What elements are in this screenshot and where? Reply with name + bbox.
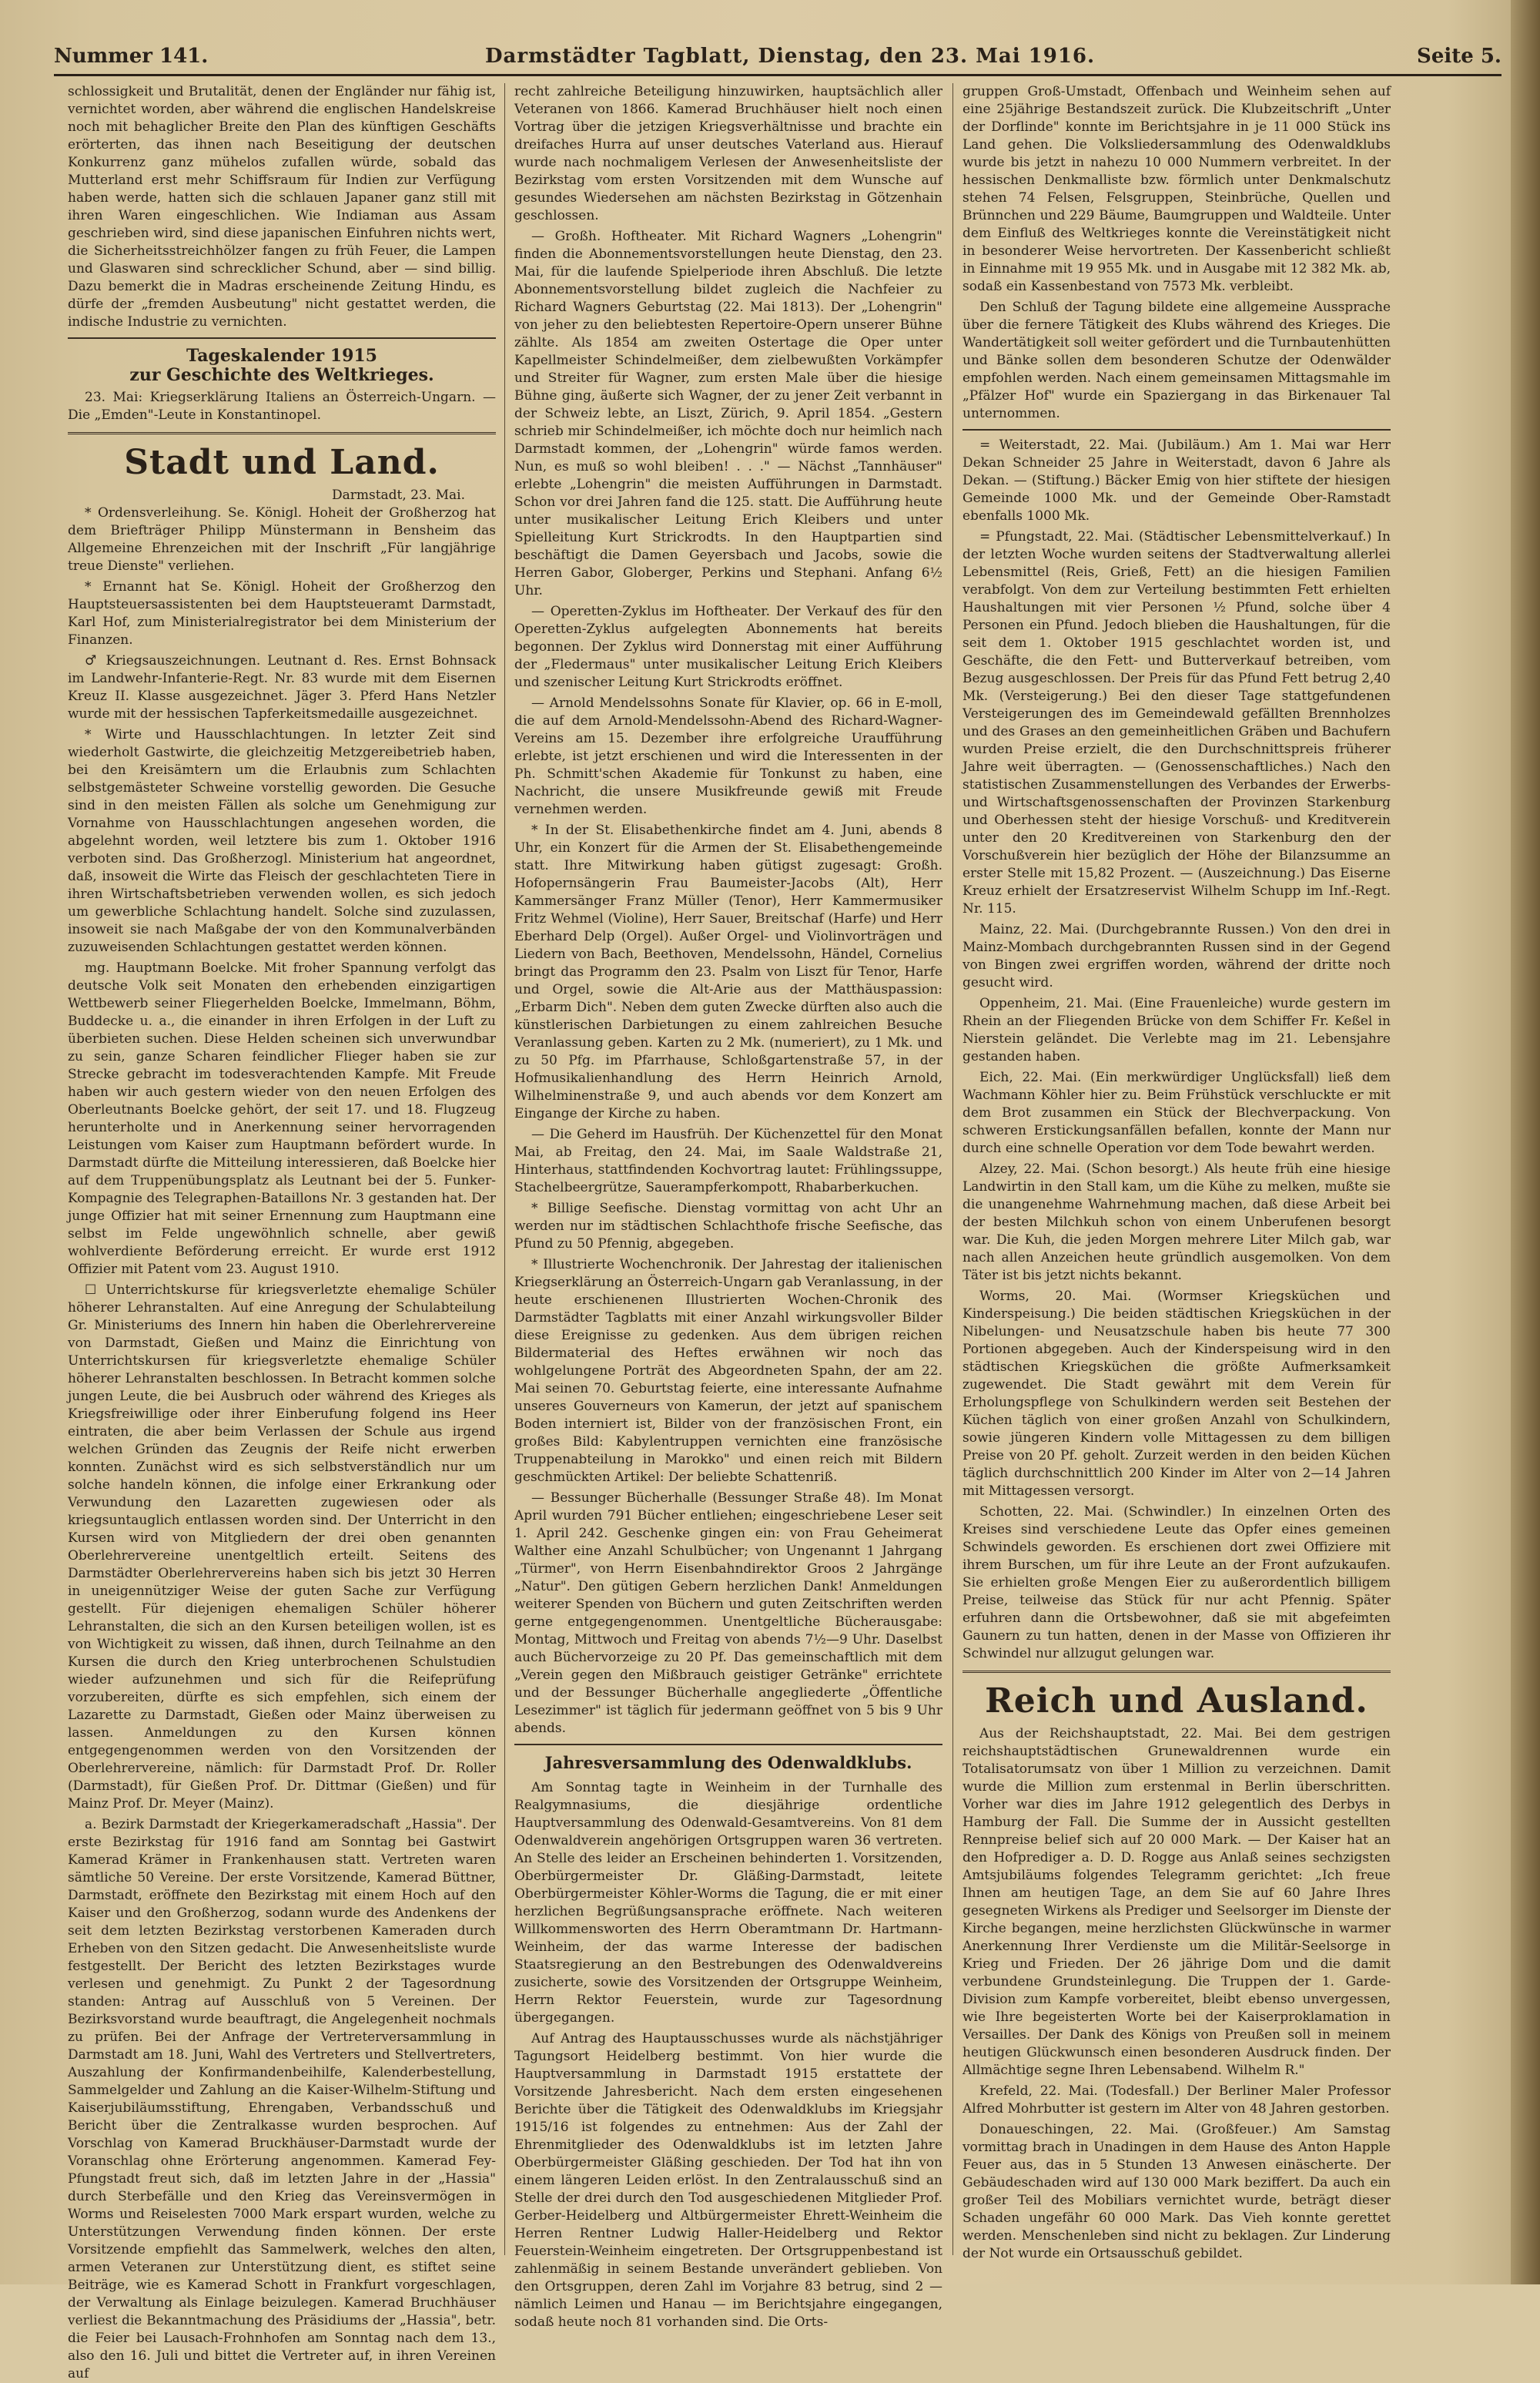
news-item: — Großh. Hoftheater. Mit Richard Wagners „Lohengrin" finden die Abonnementsvorstellungen heute Dienstag, den 23. Mai, für die laufende Spielperiode ihren Abschluß. Die letzte Abonnementsvorstellung bildet zugleich die Nachfeier zu Richard Wagners Geburtstag (22. Mai 1813). Der „Lohengrin" von jeher zu den beliebtesten Repertoire-Opern unserer Bühne zählte. Als 1854 am zweiten Ostertage die Oper unter Kapellmeister Schindelmeißer, dem zielbewußten Vorkämpfer und Streiter für Wagner, zum ersten Male über die hiesige Bühne ging, äußerte sich Wagner, der zu jener Zeit verbannt in der Schweiz lebte, an Liszt, Zürich, 9. April 1854. „Gestern schrieb mir Schindelmeißer, ich möchte doch nur heimlich nach Darmstadt kommen, der „Lohengrin" würde famos werden. Nun, es muß so wohl bleiben! . . ." — Nächst „Tannhäuser" erlebte „Lohengrin" die meisten Aufführungen in Darmstadt. Schon vor drei Jahren fand die 125. statt. Die Aufführung heute unter musikalischer Leitung Erich Kleibers und unter Spielleitung Kurt Strickrodts. In den Hauptpartien sind beschäftigt die Damen Geyersbach und Jacobs, sowie die Herren Gabor, Globerger, Perkins und Stephani. Anfang 6½ Uhr.: [514, 229, 942, 598]
column-2: [514, 83, 942, 2330]
news-item: Eich, 22. Mai. (Ein merkwürdiger Unglücksfall) ließ dem Wachmann Köhler hier zu. Beim Frühstück verschluckte er mit dem Brot zusammen ein Stück der Blechverpackung. Von schweren Erstickungsanfällen befallen, konnte der Mann nur durch eine schnelle Operation vor dem Tode bewahrt werden.: [962, 1070, 1391, 1156]
divider: [68, 337, 496, 339]
calendar-title: Tageskalender 1915: [186, 346, 377, 366]
article-paragraph: Den Schluß der Tagung bildete eine allgemeine Aussprache über die fernere Tätigkeit des Klubs während des Krieges. Die Wandertätigkeit soll weiter gefördert und die Turnbautenhütten und Bänke sollen dem besonderen Schutze der Odenwälder empfohlen werden. Nach einem gemeinsamen Mittagsmahle im „Pfälzer Hof" wurde ein Spaziergang in das Birkenauer Tal unternommen.: [962, 300, 1391, 421]
article-continuation: schlossigkeit und Brutalität, denen der Engländer nur fähig ist, vernichtet worden, aber während die englischen Handelskreise noch mit behaglicher Breite den Plan des künftigen Geschäfts erörterten, das ihnen nach Beseitigung der deutschen Konkurrenz ganz mühelos zufallen würde, sobald das Mutterland erst mehr Schiffsraum für Indien zur Verfügung haben werde, hatten sich die schlauen Japaner ganz still mit ihren Waren eingeschlichen. Wie Indiaman aus Assam geschrieben wird, sind diese japanischen Einfuhren nichts wert, die Sicherheitsstreichhölzer fangen zu früh Feuer, die Lampen und Glaswaren sind schrecklicher Schund, aber — sind billig. Dazu bemerkt die in Madras erscheinende Zeitung Hindu, es dürfe der „fremden Ausbeutung" nicht gestattet werden, die indische Industrie zu vernichten.: [68, 84, 496, 330]
news-item: Worms, 20. Mai. (Wormser Kriegsküchen und Kinderspeisung.) Die beiden städtischen Kriegsküchen in der Nibelungen- und Neusatzschule haben bis heute 77 300 Portionen abgegeben. Auch der Kinderspeisung wird in den städtischen Kriegsküchen die größte Aufmerksamkeit zugewendet. Die Stadt gewährt mit dem Verein für Erholungspflege von Schulkindern werden seit Bestehen der Küchen täglich von einer großen Anzahl von Schulkindern, sowie jüngeren Kindern volle Mittagessen zu dem billigen Preise von 20 Pf. geholt. Zurzeit werden in den beiden Küchen täglich durchschnittlich 200 Kinder im Alter von 2—14 Jahren mit Mittagessen versorgt.: [962, 1289, 1391, 1499]
dateline: Darmstadt, 23. Mai.: [331, 488, 465, 503]
calendar-subtitle: zur Geschichte des Weltkrieges.: [129, 365, 434, 385]
news-item: Krefeld, 22. Mai. (Todesfall.) Der Berliner Maler Professor Alfred Mohrbutter ist gestern im Alter von 48 Jahren gestorben.: [962, 2083, 1391, 2117]
article-title: Jahresversammlung des Odenwaldklubs.: [544, 1753, 912, 1772]
masthead: Darmstädter Tagblatt, Dienstag, den 23. Mai 1916.: [485, 45, 1096, 68]
news-item: — Operetten-Zyklus im Hoftheater. Der Verkauf des für den Operetten-Zyklus aufgelegten Abonnements hat bereits begonnen. Der Zyklus wird Donnerstag mit einer Aufführung der „Fledermaus" unter musikalischer Leitung Erich Kleibers und szenischer Leitung Kurt Strickrodts eröffnet.: [514, 604, 942, 690]
issue-number: Nummer 141.: [54, 45, 209, 68]
divider: [68, 432, 496, 434]
news-item: ☐ Unterrichtskurse für kriegsverletzte ehemalige Schüler höherer Lehranstalten. Auf eine Anregung der Schulabteilung Gr. Ministeriums des Innern hin haben die Oberlehrervereine von Darmstadt, Gießen und Mainz die Einrichtung von Unterrichtskursen für kriegsverletzte ehemalige Schüler höherer Lehranstalten beschlossen. In Betracht kommen solche jungen Leute, die bei Ausbruch oder während des Krieges als Kriegsfreiwillige oder ihrer Einberufung folgend ins Heer eintraten, die aber beim Verlassen der Schule aus irgend welchen Gründen das Zeugnis der Reife nicht erwerben konnten. Zunächst wird es sich selbstverständlich nur um solche handeln können, die infolge einer Erkrankung oder Verwundung den Lazaretten zugewiesen oder als kriegsuntauglich entlassen worden sind. Der Unterricht in den Kursen wird von Mitgliedern der drei oben genannten Oberlehrervereine unentgeltlich erteilt. Seitens des Darmstädter Oberlehrervereins haben sich bis jetzt 30 Herren in uneigennütziger Weise der guten Sache zur Verfügung gestellt. Für diejenigen ehemaligen Schüler höherer Lehranstalten, die sich an den Kursen beteiligen wollen, ist es von Wichtigkeit zu wissen, daß ihnen, durch Teilnahme an den Kursen die durch den Krieg unterbrochenen Schulstudien wieder aufzunehmen und sich für die Reifeprüfung vorzubereiten, dürfte es sich empfehlen, sich einem der Lazarette zu Darmstadt, Gießen oder Mainz überweisen zu lassen. Anmeldungen zu den Kursen können entgegengenommen werden von den Vorsitzenden der Oberlehrervereine, nämlich: für Darmstadt Prof. Dr. Roller (Darmstadt), für Gießen Prof. Dr. Dittmar (Gießen) und für Mainz Prof. Dr. Meyer (Mainz).: [68, 1282, 496, 1812]
page-number: Seite 5.: [1417, 45, 1502, 68]
news-item: * Billige Seefische. Dienstag vormittag von acht Uhr an werden nur im städtischen Schlachthofe frische Seefische, das Pfund zu 50 Pfennig, abgegeben.: [514, 1201, 942, 1252]
news-item: Alzey, 22. Mai. (Schon besorgt.) Als heute früh eine hiesige Landwirtin in den Stall kam, um die Kühe zu melken, mußte sie die unangenehme Wahrnehmung machen, daß diese Arbeit bei der besten Milchkuh schon von einem Unberufenen besorgt war. Die Kuh, die jeden Morgen mehrere Liter Milch gab, war nach allen Anzeichen heute gründlich ausgemolken. Von dem Täter ist bis jetzt nichts bekannt.: [962, 1161, 1391, 1283]
news-item: ♂ Kriegsauszeichnungen. Leutnant d. Res. Ernst Bohnsack im Landwehr-Infanterie-Regt. Nr. 83 wurde mit dem Eisernen Kreuz II. Klasse ausgezeichnet. Jäger 3. Pferd Hans Netzler wurde mit der hessischen Tapferkeitsmedaille ausgezeichnet.: [68, 653, 496, 722]
news-item: Oppenheim, 21. Mai. (Eine Frauenleiche) wurde gestern im Rhein an der Fliegenden Brücke von dem Schiffer Fr. Keßel in Nierstein geländet. Die Verlebte mag im 21. Lebensjahre gestanden haben.: [962, 996, 1391, 1064]
article-paragraph: Am Sonntag tagte in Weinheim in der Turnhalle des Realgymnasiums, die diesjährige ordentliche Hauptversammlung des Odenwald-Gesamtvereins. Von 81 dem Odenwaldverein angehörigen Ortsgruppen waren 36 vertreten. An Stelle des leider an Erscheinen behinderten 1. Vorsitzenden, Oberbürgermeister Dr. Gläßing-Darmstadt, leitete Oberbürgermeister Köhler-Worms die Tagung, die er mit einer herzlichen Begrüßungsansprache eröffnete. Nach weiteren Willkommensworten des Herrn Oberamtmann Dr. Hartmann-Weinheim, der das warme Interesse der badischen Staatsregierung an den Bestrebungen des Odenwaldvereins zusicherte, sowie des Vorsitzenden der Ortsgruppe Weinheim, Herrn Rektor Feuerstein, wurde zur Tagesordnung übergegangen.: [514, 1780, 942, 2026]
article-continuation: gruppen Groß-Umstadt, Offenbach und Weinheim sehen auf eine 25jährige Bestandszeit zurück. Die Klubzeitschrift „Unter der Dorflinde" konnte im Berichtsjahre in je 11 000 Stück ins Land gehen. Die Volksliedersammlung des Odenwaldklubs wurde bis jetzt in nahezu 10 000 Nummern verbreitet. In der hessischen Denkmalliste bzw. förmlich unter Denkmalschutz stehen 74 Felsen, Felsgruppen, Steinbrüche, Quellen und Brünnchen und 229 Bäume, Baumgruppen und Waldteile. Unter dem Einfluß des Weltkrieges konnte die Vereinstätigkeit nicht in besonderer Weise hervortreten. Der Kassenbericht schließt in Einnahme mit 19 955 Mk. und in Ausgabe mit 12 382 Mk. ab, sodaß ein Kassenbestand von 7573 Mk. verbleibt.: [962, 84, 1391, 294]
page-header: [54, 40, 1502, 76]
news-item: mg. Hauptmann Boelcke. Mit froher Spannung verfolgt das deutsche Volk seit Monaten den erhebenden einzigartigen Wettbewerb seiner Fliegerhelden Boelcke, Immelmann, Böhm, Buddecke u. a., die einander in ihren Erfolgen in der Luft zu überbieten suchen. Diese Helden scheinen sich unverwundbar zu sein, ganze Scharen feindlicher Flieger haben sie zur Strecke gebracht im todesverachtenden Kampfe. Mit Freude haben wir auch gestern wieder von den neuen Erfolgen des Oberleutnants Boelcke gehört, der seit 17. und 18. Flugzeug herunterholte und in Anerkennung seiner hervorragenden Leistungen vom Kaiser zum Hauptmann befördert wurde. In Darmstadt dürfte die Mitteilung interessieren, daß Boelcke hier auf dem Truppenübungsplatz als Leutnant bei der 5. Funker-Kompagnie des Telegraphen-Bataillons Nr. 3 gestanden hat. Der junge Offizier hat mit seiner Ernennung zum Hauptmann eine selbst im Felde ungewöhnlich schnelle, aber gewiß wohlverdiente Beförderung erreicht. Er wurde erst 1912 Offizier mit Patent vom 23. August 1910.: [68, 960, 496, 1277]
news-item: Aus der Reichshauptstadt, 22. Mai. Bei dem gestrigen reichshauptstädtischen Grunewaldrennen wurde ein Totalisatorumsatz von über 1 Million zu verzeichnen. Damit wurde die Million zum erstenmal in Berlin überschritten. Vorher war dies im Jahre 1912 gelegentlich des Derbys in Hamburg der Fall. Die Summe der in Aussicht gestellten Rennpreise belief sich auf 20 000 Mark. — Der Kaiser hat an den Hofprediger a. D. D. Rogge aus Anlaß seines sechzigsten Amtsjubiläums folgendes Telegramm gerichtet: „Ich freue Ihnen am heutigen Tage, an dem Sie auf 60 Jahre Ihres gesegneten Wirkens als Prediger und Seelsorger im Dienste der Kirche begangen, meine herzlichsten Glückwünsche in warmer Anerkennung Ihrer Verdienste um die Militär-Seelsorge in Krieg und Frieden. Der 26 jährige Dom und die damit verbundene Grundsteinlegung. Die Truppen der 1. Garde-Division zum Kampfe vorbereitet, bleibt ebenso unvergessen, wie Ihre begeisterten Worte bei der Kaiserproklamation in Versailles. Der Dank des Königs von Preußen soll in meinem heutigen Glückwunsch einen besonderen Ausdruck finden. Der Allmächtige segne Ihren Lebensabend. Wilhelm R.": [962, 1726, 1391, 2078]
news-item: — Bessunger Bücherhalle (Bessunger Straße 48). Im Monat April wurden 791 Bücher entliehen; eingeschriebene Leser seit 1. April 242. Geschenke gingen ein: von Frau Geheimerat Walther eine Anzahl Schulbücher; von Ungenannt 1 Jahrgang „Türmer", von Herrn Eisenbahndirektor Groos 2 Jahrgänge „Natur". Den gütigen Gebern herzlichen Dank! Anmeldungen weiterer Spenden von Büchern und guten Zeitschriften werden gerne entgegengenommen. Unentgeltliche Bücherausgabe: Montag, Mittwoch und Freitag von abends 7½—9 Uhr. Daselbst auch Büchervorzeige zu 20 Pf. Das gemeinschaftlich mit dem „Verein gegen den Mißbrauch geistiger Getränke" errichtete und der Bessunger Bücherhalle angegliederte „Öffentliche Lesezimmer" ist täglich für jedermann geöffnet von 5 bis 9 Uhr abends.: [514, 1490, 942, 1736]
news-item: * Wirte und Hausschlachtungen. In letzter Zeit sind wiederholt Gastwirte, die gleichzeitig Metzgereibetrieb haben, bei den Kreisämtern um die Erlaubnis zum Schlachten selbstgemästeter Schweine vorstellig geworden. Die Gesuche sind in den meisten Fällen als solche um Genehmigung zur Vornahme von Hausschlachtungen angesehen worden, die abgelehnt worden, weil letztere bis zum 1. Oktober 1916 verboten sind. Das Großherzogl. Ministerium hat angeordnet, daß, insoweit die Wirte das Fleisch der geschlachteten Tiere in ihren Wirtschaftsbetrieben verwenden wollen, es sich jedoch um gewerbliche Schlachtung handelt. Solche sind zuzulassen, insoweit sie nach Maßgabe der von den Kommunalverbänden zuzuweisenden Schlachtungen gestattet werden können.: [68, 727, 496, 955]
news-item: * Ordensverleihung. Se. Königl. Hoheit der Großherzog hat dem Briefträger Philipp Münstermann in Bensheim das Allgemeine Ehrenzeichen mit der Inschrift „Für langjährige treue Dienste" verliehen.: [68, 505, 496, 574]
divider: [514, 1744, 942, 1745]
book-binding-edge: [1511, 0, 1540, 2284]
news-item: Donaueschingen, 22. Mai. (Großfeuer.) Am Samstag vormittag brach in Unadingen in dem Hause des Anton Happle Feuer aus, das in 5 Stunden 13 Anwesen einäscherte. Der Gebäudeschaden wird auf 130 000 Mark beziffert. Da auch ein großer Teil des Mobiliars vernichtet wurde, beträgt dieser Schaden ungefähr 60 000 Mark. Das Vieh konnte gerettet werden. Menschenleben sind nicht zu beklagen. Zur Linderung der Not wurde ein Ortsausschuß gebildet.: [962, 2122, 1391, 2261]
column-1: [68, 83, 496, 2381]
article-paragraph: Auf Antrag des Hauptausschusses wurde als nächstjähriger Tagungsort Heidelberg bestimmt. Von hier wurde die Hauptversammlung in Darmstadt 1915 erstattete der Vorsitzende Jahresbericht. Nach dem ersten eingesehenen Berichte über die Tätigkeit des Odenwaldklubs im Kriegsjahr 1915/16 ist folgendes zu entnehmen: Aus der Zahl der Ehrenmitglieder des Odenwaldklubs ist im letzten Jahre Oberbürgermeister Gläßing geschieden. Der Tod hat ihn von einem längeren Leiden erlöst. In den Zentralausschuß sind an Stelle der drei durch den Tod ausgeschiedenen Mitglieder Prof. Gerber-Heidelberg und Altbürgermeister Ehrett-Weinheim die Herren Rentner Ludwig Haller-Heidelberg und Rektor Feuerstein-Weinheim eingetreten. Der Ortsgruppenbestand ist zahlenmäßig in seinem Bestande unverändert geblieben. Von den Ortsgruppen, deren Zahl im Vorjahre 83 betrug, sind 2 — nämlich Leimen und Hanau — im Berichtsjahre eingegangen, sodaß heute noch 81 vorhanden sind. Die Orts-: [514, 2031, 942, 2330]
news-item: * In der St. Elisabethenkirche findet am 4. Juni, abends 8 Uhr, ein Konzert für die Armen der St. Elisabethengemeinde statt. Ihre Mitwirkung haben gütigst zugesagt: Großh. Hofopernsängerin Frau Baumeister-Jacobs (Alt), Herr Kammersänger Franz Müller (Tenor), Herr Kammermusiker Fritz Wehmel (Violine), Herr Sauer, Breitschaf (Harfe) und Herr Eberhard Delp (Orgel). Außer Orgel- und Violinvorträgen und Liedern von Bach, Beethoven, Mendelssohn, Händel, Cornelius bringt das Programm den 23. Psalm von Liszt für Tenor, Harfe und Orgel, sowie die Alt-Arie aus der Matthäuspassion: „Erbarm Dich". Neben dem guten Zwecke dürften also auch die künstlerischen Darbietungen zu einem zahlreichen Besuche Veranlassung geben. Karten zu 2 Mk. (numeriert), zu 1 Mk. und zu 50 Pfg. im Pfarrhause, Schloßgartenstraße 57, in der Hofmusikalienhandlung des Herrn Heinrich Arnold, Wilhelminenstraße 9, und auch abends vor dem Konzert am Eingange der Kirche zu haben.: [514, 823, 942, 1121]
news-item: = Weiterstadt, 22. Mai. (Jubiläum.) Am 1. Mai war Herr Dekan Schneider 25 Jahre in Weiterstadt, davon 6 Jahre als Dekan. — (Stiftung.) Bäcker Emig von hier stiftete der hiesigen Gemeinde 1000 Mk. und der Gemeinde Ober-Ramstadt ebenfalls 1000 Mk.: [962, 437, 1391, 524]
calendar-entry: 23. Mai: Kriegserklärung Italiens an Österreich-Ungarn. — Die „Emden"-Leute in Konstantinopel.: [68, 390, 496, 423]
news-item: Mainz, 22. Mai. (Durchgebrannte Russen.) Von den drei in Mainz-Mombach durchgebrannten Russen sind in der Gegend von Bingen zwei ergriffen worden, während der dritte noch gesucht wird.: [962, 922, 1391, 990]
news-item: * Ernannt hat Se. Königl. Hoheit der Großherzog den Hauptsteuersassistenten bei dem Hauptsteueramt Darmstadt, Karl Hof, zum Ministerialregistrator bei dem Ministerium der Finanzen.: [68, 579, 496, 648]
news-item: a. Bezirk Darmstadt der Kriegerkameradschaft „Hassia". Der erste Bezirkstag für 1916 fand am Sonntag bei Gastwirt Kamerad Krämer in Frankenhausen statt. Vertreten waren sämtliche 50 Vereine. Der erste Vorsitzende, Kamerad Büttner, Darmstadt, eröffnete den Bezirkstag mit einem Hoch auf den Kaiser und den Großherzog, sodann wurde des Andenkens der seit dem letzten Bezirkstag verstorbenen Kameraden durch Erheben von den Sitzen gedacht. Die Anwesenheitsliste wurde festgestellt. Der Bericht des letzten Bezirkstages wurde verlesen und genehmigt. Zu Punkt 2 der Tagesordnung standen: Antrag auf Ausschluß von 5 Vereinen. Der Bezirksvorstand wurde beauftragt, die Angelegenheit nochmals zu prüfen. Bei der Anfrage der Vertreterversammlung in Darmstadt am 18. Juni, Wahl des Vertreters und Stellvertreters, Auszahlung der Konfirmandenbeihilfe, Kalenderbestellung, Sammelgelder und Zahlung an die Kaiser-Wilhelm-Stiftung und Kaiserjubiläumsstiftung, Ehrengaben, Verbandsschuß und Bericht über die Zentralkasse wurden besprochen. Auf Vorschlag von Kamerad Bruckhäuser-Darmstadt wurde der Voranschlag ohne Erörterung angenommen. Kamerad Fey-Pfungstadt freut sich, daß im letzten Jahre in der „Hassia" durch Sterbefälle und den Krieg das Vereinsvermögen in Worms und Reiselesten 7000 Mark erspart wurden, welche zu Unterstützungen Verwendung finden können. Der erste Vorsitzende empfiehlt das Sammelwerk, welches den alten, armen Veteranen zur Unterstützung dient, es stiftet seine Beiträge, wie es Kamerad Schott in Frankfurt vorgeschlagen, der Verwaltung als Einlage beizulegen. Kamerad Bruchhäuser verliest die Bekanntmachung des Präsidiums der „Hassia", betr. die Feier bei Lausach-Frohnhofen am Sonntag nach dem 13., also den 16. Juli und bittet die Vertreter auf, in ihren Vereinen auf: [68, 1817, 496, 2381]
column-rule: [952, 83, 953, 2255]
column-rule: [504, 83, 505, 2255]
divider: [962, 1671, 1391, 1673]
news-item: — Arnold Mendelssohns Sonate für Klavier, op. 66 in E-moll, die auf dem Arnold-Mendelssohn-Abend des Richard-Wagner-Vereins am 15. Dezember ihre erfolgreiche Uraufführung erlebte, ist jetzt erschienen und wird die Interessenten in der Ph. Schmitt'schen Akademie für Tonkunst zu haben, eine Nachricht, die unsere Musikfreunde gewiß mit Freude vernehmen werden.: [514, 695, 942, 817]
section-title: Reich und Ausland.: [985, 1681, 1368, 1721]
news-item: = Pfungstadt, 22. Mai. (Städtischer Lebensmittelverkauf.) In der letzten Woche wurden seitens der Stadtverwaltung allerlei Lebensmittel (Reis, Grieß, Fett) an die hiesigen Familien verabfolgt. Von dem zur Verteilung bestimmten Fett erhielten Haushaltungen mit vier Personen ½ Pfund, solche über 4 Personen ein Pfund. Jedoch blieben die Haushaltungen, für die seit dem 1. Oktober 1915 geschlachtet worden ist, und Geschäfte, die den Fett- und Butterverkauf betreiben, vom Bezug ausgeschlossen. Der Preis für das Pfund Fett betrug 2,40 Mk. (Versteigerung.) Bei den dieser Tage stattgefundenen Versteigerungen des im Gemeindewald gefällten Brennholzes und des Grases an den gemeinheitlichen Gräben und Bachufern wurden Preise erzielt, die den Durchschnittspreis früherer Jahre weit überragten. — (Genossenschaftliches.) Nach den statistischen Zusammenstellungen des Verbandes der Erwerbs- und Wirtschaftsgenossenschaften der Provinzen Starkenburg und Oberhessen steht der hiesige Vorschuß- und Kreditverein unter den 20 Kreditvereinen von Starkenburg den der Vorschußverein hier bezüglich der Höhe der Bilanzsumme an erster Stelle mit 15,82 Prozent. — (Auszeichnung.) Das Eiserne Kreuz erhielt der Ersatzreservist Wilhelm Schupp im Inf.-Regt. Nr. 115.: [962, 529, 1391, 917]
article-continuation: recht zahlreiche Beteiligung hinzuwirken, hauptsächlich aller Veteranen von 1866. Kamerad Bruchhäuser hielt noch einen Vortrag über die jetzigen Kriegsverhältnisse und brachte ein dreifaches Hurra auf unser deutsches Vaterland aus. Hierauf wurde nach nochmaligem Verlesen der Anwesenheitsliste der Bezirkstag vom ersten Vorsitzenden mit dem Wunsche auf gesundes Wiedersehen am nächsten Bezirkstag in Götzenhain geschlossen.: [514, 84, 942, 223]
column-3: [962, 83, 1391, 2261]
news-item: Schotten, 22. Mai. (Schwindler.) In einzelnen Orten des Kreises sind verschiedene Leute das Opfer eines gemeinen Schwindels geworden. Es erschienen dort zwei Offiziere mit ihrem Burschen, um für ihre Leute an der Front aufzukaufen. Sie erhielten große Mengen Eier zu außerordentlich billigem Preise, teilweise das Stück für nur acht Pfennig. Später erfuhren dann die Ortsbewohner, daß sie mit abgefeimten Gaunern zu tun hatten, denen in der Masse von Offizieren ihr Schwindel nur allzugut gelungen war.: [962, 1504, 1391, 1661]
news-item: * Illustrierte Wochenchronik. Der Jahrestag der italienischen Kriegserklärung an Österreich-Ungarn gab Veranlassung, in der heute erschienenen Illustrierten Wochen-Chronik des Darmstädter Tagblatts mit einer Anzahl wirkungsvoller Bilder diese Ereignisse zu gedenken. Aus dem übrigen reichen Bildermaterial des Heftes erwähnen wir noch das wohlgelungene Porträt des Abgeordneten Spahn, der am 22. Mai seinen 70. Geburtstag feierte, eine interessante Aufnahme unseres Gouverneurs von Kamerun, der jetzt auf spanischem Boden interniert ist, Bilder von der französischen Front, ein großes Bild: Kabylentruppen vernichten eine französische Truppenabteilung in Marokko" und einen reich mit Bildern geschmückten Artikel: Der beliebte Schattenriß.: [514, 1257, 942, 1485]
section-title: Stadt und Land.: [124, 443, 440, 482]
divider: [962, 429, 1391, 431]
news-item: — Die Geherd im Hausfrüh. Der Küchenzettel für den Monat Mai, ab Freitag, den 24. Mai, im Saale Waldstraße 21, Hinterhaus, stattfindenden Kochvortrag lautet: Frühlingssuppe, Stachelbeergrütze, Sauerampferkompott, Rhabarberkuchen.: [514, 1127, 942, 1195]
